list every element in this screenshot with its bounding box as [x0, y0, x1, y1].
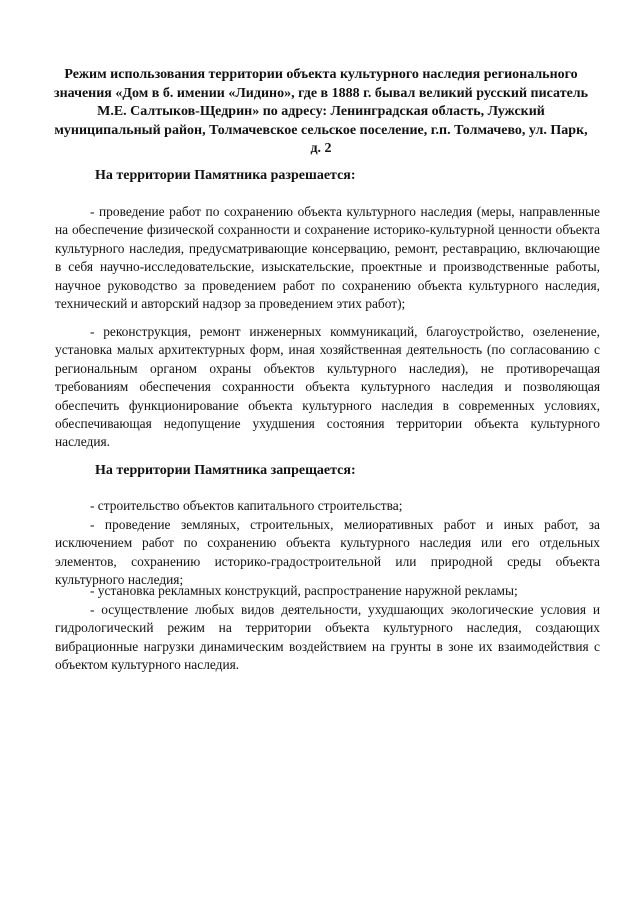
prohibited-item: - осуществление любых видов деятельности, ухудшающих экологические условия и гидрологический режим на территории объекта культурного наследия, создающих вибрационные нагрузки динамическим воздействием на грунты в зоне их взаимодействия с объектом культурного наследия. — [55, 602, 600, 673]
prohibited-heading: На территории Памятника запрещается: — [95, 463, 356, 478]
prohibited-item: - проведение земляных, строительных, мелиоративных работ и иных работ, за исключением работ по сохранению объекта культурного наследия или его отдельных элементов, сохранению историко-градостроительной или природной среды объекта культурного наследия; — [55, 517, 600, 588]
prohibited-item: - установка рекламных конструкций, распространение наружной рекламы; — [90, 583, 518, 598]
permitted-item: - проведение работ по сохранению объекта культурного наследия (меры, направленные на обеспечение физической сохранности и сохранение историко-культурной ценности объекта культурного наследия, предусматривающие консервацию, ремонт, реставрацию, включающие в себя научно-исследовательские, изыскательские, проектные и производственные работы, научное руководство за проведением работ по сохранению объекта культурного наследия, технический и авторский надзор за проведением этих работ); — [55, 204, 600, 312]
document-title: Режим использования территории объекта культурного наследия регионального значения «Дом в б. имении «Лидино», где в 1888 г. бывал великий русский писатель М.Е. Салтыков-Щедрин» по адресу: Ленинградская область, Лужский муниципальный район, Толмачевское сельское поселение, г.п. Толмачево, ул. Парк, д. 2 — [53, 67, 589, 156]
permitted-heading: На территории Памятника разрешается: — [95, 168, 356, 183]
permitted-item: - реконструкция, ремонт инженерных коммуникаций, благоустройство, озеленение, установка малых архитектурных форм, иная хозяйственная деятельность (по согласованию с региональным органом охраны объектов культурного наследия), не противоречащая требованиям обеспечения сохранности объекта культурного наследия и позволяющая обеспечить функционирование объекта культурного наследия в современных условиях, обеспечивающая недопущение ухудшения состояния территории объекта культурного наследия. — [55, 324, 600, 450]
prohibited-item: - строительство объектов капитального строительства; — [90, 498, 403, 513]
